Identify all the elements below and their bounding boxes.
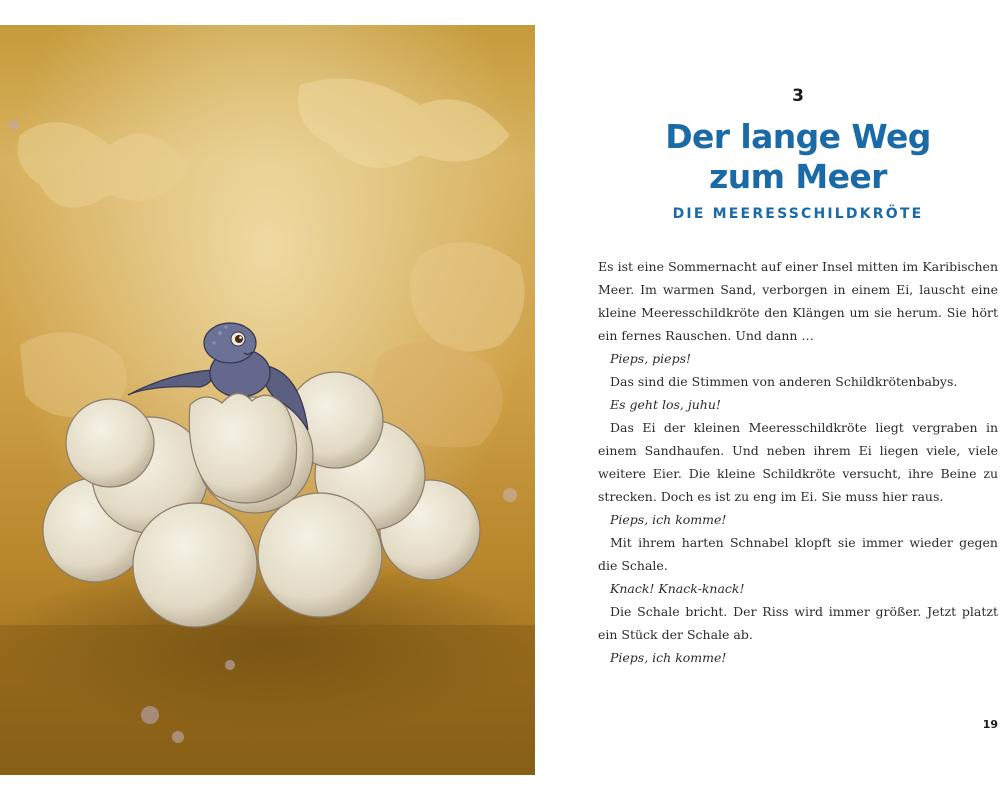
story-paragraph: Die Schale bricht. Der Riss wird immer größer. Jetzt platzt ein Stück der Schale ab. <box>598 604 998 642</box>
story-speech: Knack! Knack-knack! <box>610 581 745 596</box>
story-paragraph: Mit ihrem harten Schnabel klopft sie immer wieder gegen die Schale. <box>598 535 998 573</box>
turtle-hatching-illustration <box>0 25 535 775</box>
story-paragraph: Das sind die Stimmen von anderen Schildkrötenbabys. <box>610 374 958 389</box>
story-paragraph: Das Ei der kleinen Meeresschildkröte liegt vergraben in einem Sandhaufen. Und neben ihrem Ei liegen viele, viele weitere Eier. Die kleine Schildkröte versucht, ihre Beine zu strecken. Doch es ist zu eng im Ei. Sie muss hier raus. <box>598 420 998 504</box>
page-number: 19 <box>982 718 998 731</box>
story-speech: Es geht los, juhu! <box>610 397 721 412</box>
story-speech: Pieps, ich komme! <box>610 512 727 527</box>
story-speech: Pieps, pieps! <box>610 351 692 366</box>
chapter-title <box>598 117 998 197</box>
chapter-subtitle: DIE MEERESSCHILDKRÖTE <box>672 206 924 222</box>
story-speech: Pieps, ich komme! <box>610 650 727 665</box>
chapter-title-line-2: zum Meer <box>709 157 887 196</box>
story-text <box>598 255 998 669</box>
chapter-title-line-1: Der lange Weg <box>665 117 931 156</box>
chapter-number: 3 <box>792 86 804 106</box>
story-paragraph: Es ist eine Sommernacht auf einer Insel mitten im Karibischen Meer. Im warmen Sand, verborgen in einem Ei, lauscht eine kleine Meeresschildkröte den Klängen um sie herum. Sie hört ein fernes Rauschen. Und dann … <box>598 259 998 343</box>
